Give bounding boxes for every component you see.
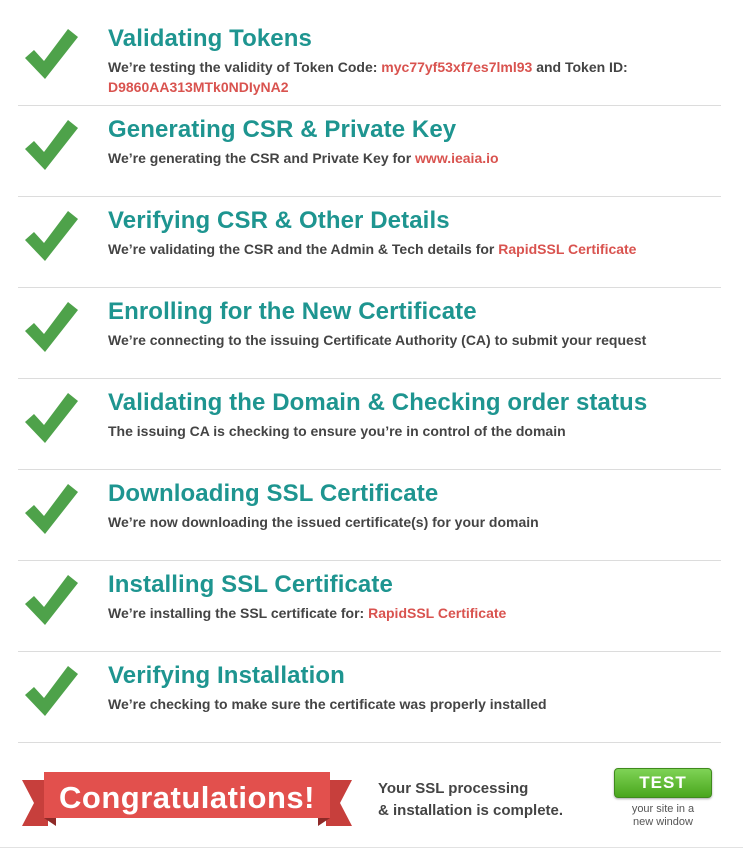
step-title: Downloading SSL Certificate [108,480,439,507]
step-verifying-csr [18,197,721,288]
step-title: Generating CSR & Private Key [108,116,457,143]
step-verifying-installation [18,652,721,743]
step-description [108,603,708,623]
completion-message [378,778,598,822]
test-button-caption [612,803,714,829]
check-icon [20,114,82,176]
step-title: Verifying CSR & Other Details [108,207,450,234]
desc-text: We’re testing the validity of Token Code: [108,59,382,75]
step-generating-csr [18,106,721,197]
certificate-name: RapidSSL Certificate [368,605,507,621]
check-icon [20,660,82,722]
step-description: We’re now downloading the issued certificate(s) for your domain [108,514,539,530]
step-description [108,148,708,168]
step-description: We’re checking to make sure the certificate was properly installed [108,696,547,712]
step-title: Enrolling for the New Certificate [108,298,477,325]
banner-text: Congratulations! [59,780,315,815]
test-button[interactable]: TEST [614,768,712,798]
step-installing [18,561,721,652]
step-title: Verifying Installation [108,662,345,689]
desc-text: We’re validating the CSR and the Admin & Tech details for [108,241,499,257]
certificate-name: RapidSSL Certificate [498,241,637,257]
check-icon [20,478,82,540]
step-validating-domain [18,379,721,470]
step-enrolling [18,288,721,379]
token-id: D9860AA313MTk0NDIyNA2 [108,79,289,95]
desc-text: and Token ID: [532,59,628,75]
congratulations-banner [22,768,352,830]
caption-line: new window [633,816,693,828]
step-description [108,239,708,259]
step-description: The issuing CA is checking to ensure you’re in control of the domain [108,423,566,439]
bottom-divider [0,847,743,848]
step-title: Validating Tokens [108,25,312,52]
check-icon [20,296,82,358]
step-title: Installing SSL Certificate [108,571,393,598]
token-code: myc77yf53xf7es7lml93 [381,59,533,75]
step-downloading [18,470,721,561]
desc-text: We’re installing the SSL certificate for: [108,605,369,621]
completion-line: Your SSL processing [378,780,529,797]
check-icon [20,387,82,449]
step-validating-tokens [18,15,721,106]
domain-link[interactable]: www.ieaia.io [415,150,499,166]
check-icon [20,23,82,85]
progress-steps [0,15,743,743]
step-description: We’re connecting to the issuing Certificate Authority (CA) to submit your request [108,332,647,348]
completion-footer [0,750,743,850]
check-icon [20,569,82,631]
caption-line: your site in a [631,803,695,815]
step-title: Validating the Domain & Checking order status [108,389,648,416]
desc-text: We’re generating the CSR and Private Key for [108,150,416,166]
completion-line: & installation is complete. [378,802,564,819]
check-icon [20,205,82,267]
step-description [108,57,708,97]
